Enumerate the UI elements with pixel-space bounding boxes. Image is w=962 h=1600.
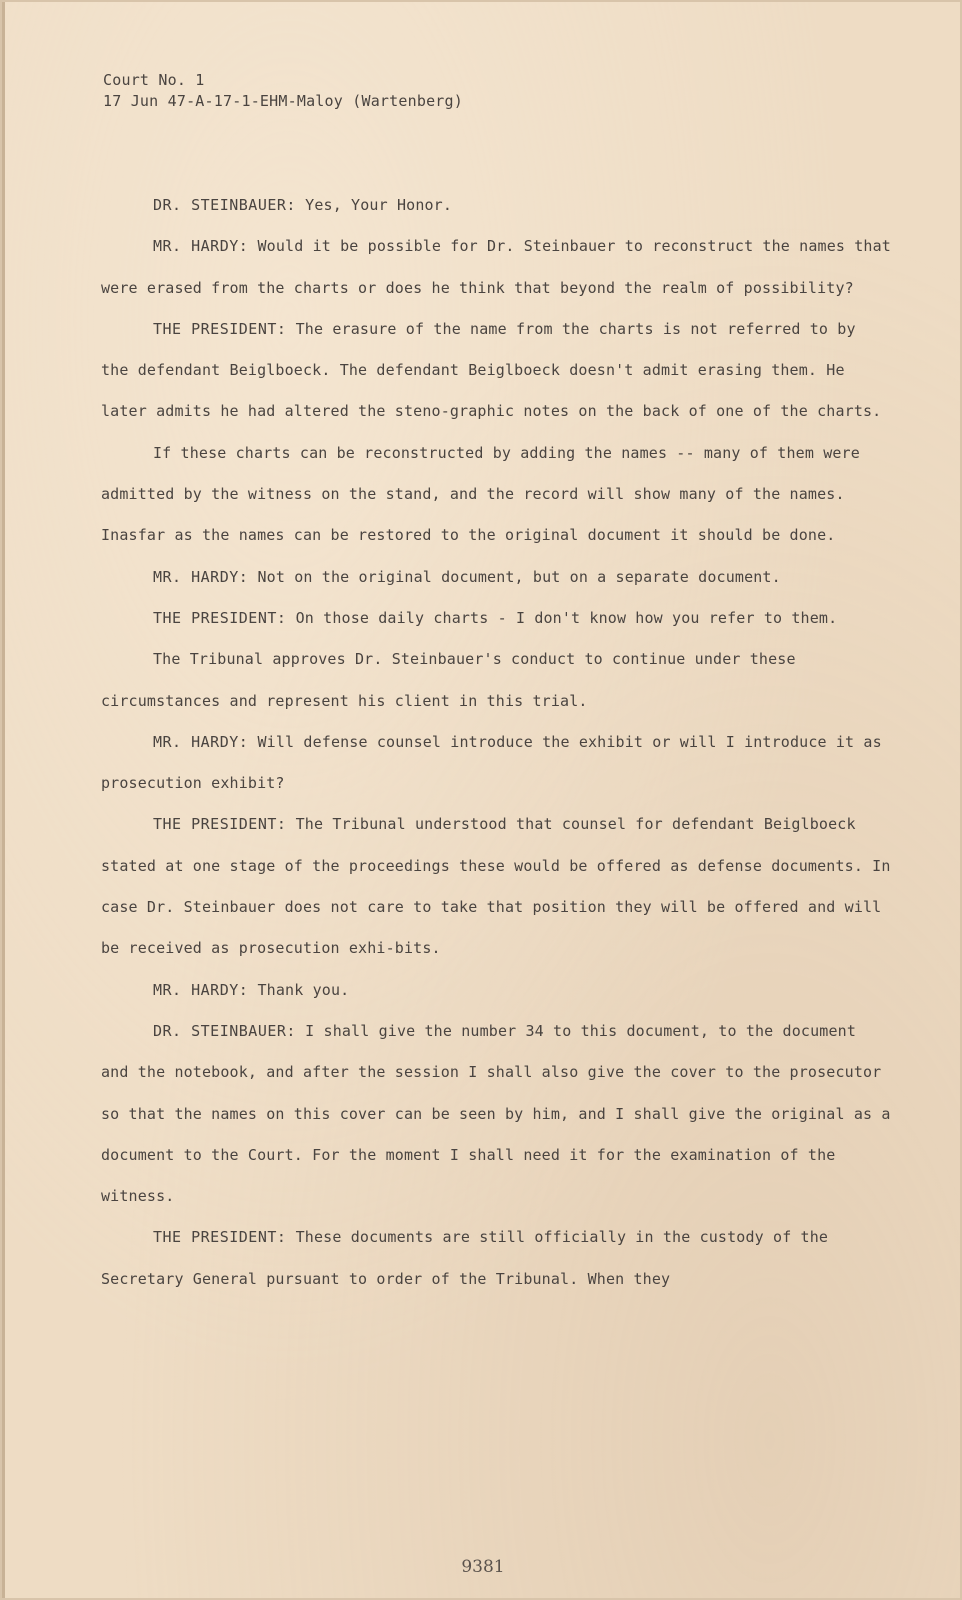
paragraph-text: Yes, Your Honor. (295, 196, 453, 214)
session-reference: 17 Jun 47-A-17-1-EHM-Maloy (Wartenberg) (103, 92, 463, 110)
document-header (103, 70, 463, 112)
transcript-paragraph (101, 639, 891, 722)
transcript-paragraph (101, 433, 891, 557)
speaker-label: THE PRESIDENT: (153, 319, 287, 338)
speaker-label: DR. STEINBAUER: (153, 1021, 296, 1040)
paragraph-text: The Tribunal understood that counsel for defendant Beiglboeck stated at one stage of the proceedings these would be offered as defense documents. In case Dr. Steinbauer does not care to take that position they will be offered and will be received as prosecution exhi-bits. (101, 815, 891, 958)
transcript-paragraph (101, 804, 891, 969)
transcript-paragraph (101, 226, 891, 309)
transcript-paragraph (101, 970, 891, 1011)
transcript-paragraph (101, 722, 891, 805)
speaker-label: MR. HARDY: (153, 732, 249, 751)
speaker-label: THE PRESIDENT: (153, 815, 287, 834)
speaker-label: THE PRESIDENT: (153, 608, 287, 627)
court-number: Court No. 1 (103, 71, 205, 89)
paragraph-text: On those daily charts - I don't know how you refer to them. (286, 608, 838, 627)
page-edge (2, 2, 5, 1598)
speaker-label: MR. HARDY: (153, 567, 249, 586)
transcript-paragraph (101, 185, 891, 226)
transcript-paragraph (101, 557, 891, 598)
paragraph-text: The Tribunal approves Dr. Steinbauer's conduct to continue under these circumstances and represent his client in this trial. (101, 650, 796, 710)
paragraph-text: Thank you. (248, 980, 350, 999)
paragraph-text: The erasure of the name from the charts is not referred to by the defendant Beiglboeck. The defendant Beiglboeck doesn't admit erasing them. He later admits he had altered the steno-graphic notes on the back of one of the charts. (101, 319, 882, 421)
speaker-label: THE PRESIDENT: (153, 1228, 287, 1247)
transcript-body (101, 185, 891, 1300)
paragraph-text: Will defense counsel introduce the exhibit or will I introduce it as prosecution exhibit? (101, 732, 882, 793)
transcript-paragraph (101, 1217, 891, 1300)
speaker-label: MR. HARDY: (153, 980, 249, 999)
transcript-paragraph (101, 598, 891, 639)
paragraph-text: These documents are still officially in the custody of the Secretary General pursuant to order of the Tribunal. When they (101, 1228, 829, 1288)
page-number: 9381 (461, 1557, 505, 1577)
paragraph-text: I shall give the number 34 to this document, to the document and the notebook, and after the session I shall also give the cover to the prosecutor so that the names on this cover can be seen by him, and I shall give the original as a document to the Court. For the moment I shall need it for the examination of the witness. (101, 1021, 891, 1206)
paragraph-text: Not on the original document, but on a separate document. (248, 567, 781, 586)
paragraph-text: Would it be possible for Dr. Steinbauer to reconstruct the names that were erased from the charts or does he think that beyond the realm of possibility? (101, 237, 891, 297)
speaker-label: MR. HARDY: (153, 237, 249, 256)
transcript-paragraph (101, 1011, 891, 1217)
paragraph-text: If these charts can be reconstructed by adding the names -- many of them were admitted by the witness on the stand, and the record will show many of the names. Inasfar as the names can be restored to the original document it should be done. (101, 443, 860, 545)
speaker-label: DR. STEINBAUER: (153, 196, 296, 214)
transcript-paragraph (101, 309, 891, 433)
